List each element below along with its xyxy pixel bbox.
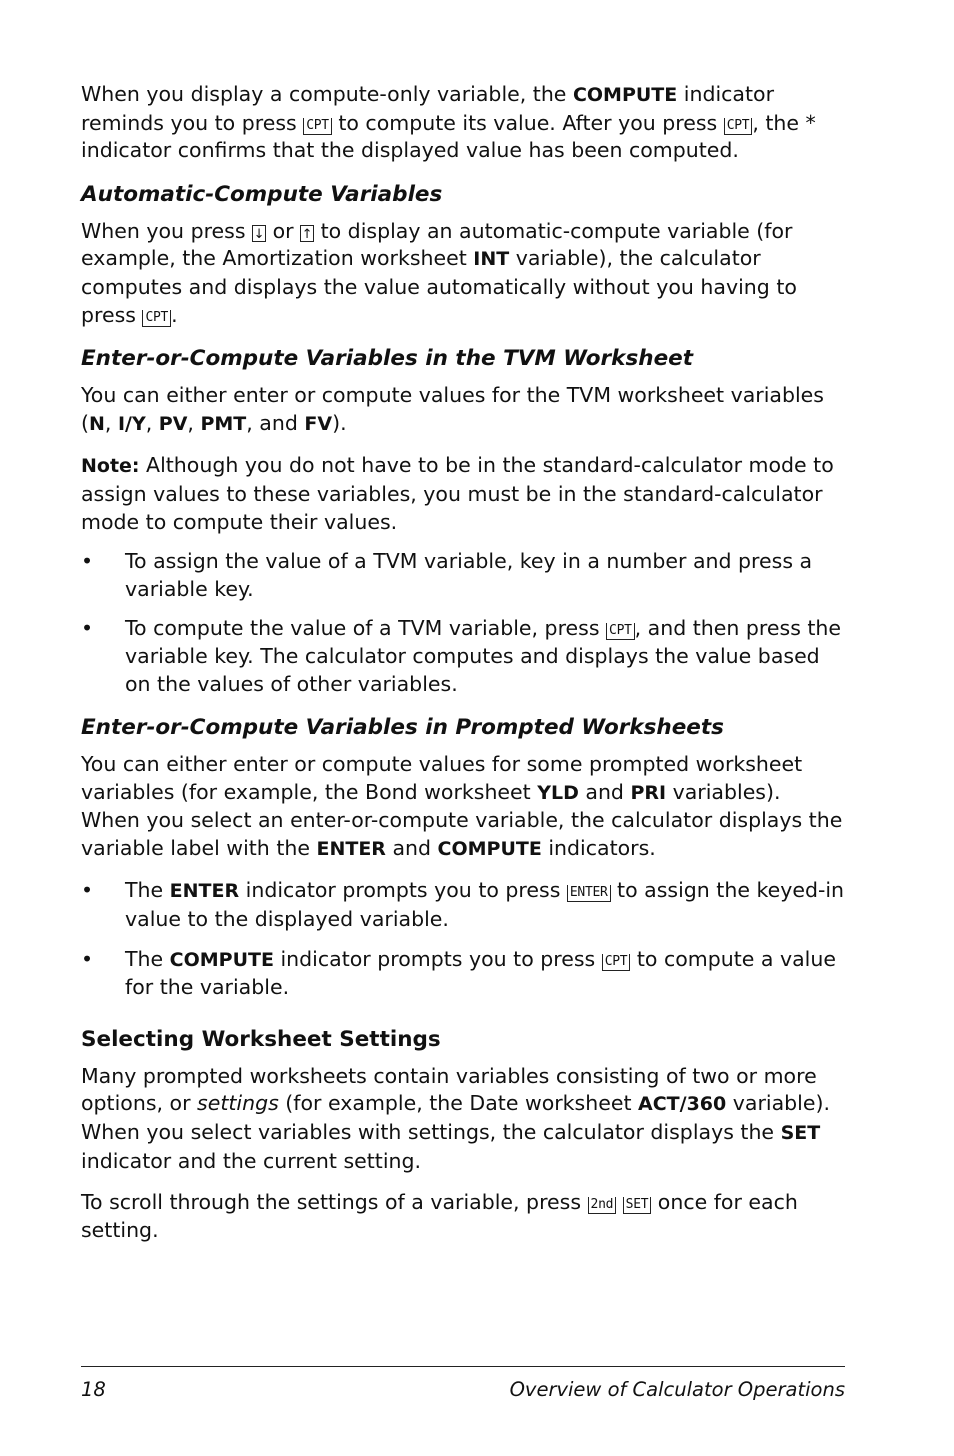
text: variable), the calculator computes and displays the value automatically without you having to press [81,246,797,327]
text: indicator and the current setting. [81,1148,422,1173]
text: The [125,946,170,971]
enter-key: ENTER [567,885,611,902]
list-item [81,877,845,933]
cpt-key: CPT [602,954,631,971]
text: ). [332,410,347,435]
intro-paragraph [81,81,845,165]
scroll-settings-paragraph [81,1189,845,1244]
heading-automatic-compute: Automatic-Compute Variables [81,181,443,207]
text: Many prompted worksheets contain variables consisting of two or more options, or [81,1063,817,1116]
text: , and then press the variable key. The calculator computes and displays the value based on the values of other variables. [125,616,842,696]
text: to compute a value for the variable. [125,946,836,1000]
text: . [171,302,178,327]
text: When you press [81,218,253,243]
yld-variable: YLD [537,781,579,804]
heading-tvm-worksheet: Enter-or-Compute Variables in the TVM Worksheet [81,346,694,372]
heading-prompted-worksheets: Enter-or-Compute Variables in Prompted Worksheets [81,715,724,741]
bullet-icon: • [81,946,94,971]
text: , [104,410,118,435]
cpt-key: CPT [142,310,171,327]
page-body [81,81,845,1244]
pri-variable: PRI [630,781,667,804]
text: and [385,835,438,860]
n-variable: N [89,412,105,435]
note-paragraph [81,452,845,536]
page-number: 18 [81,1378,106,1401]
pmt-variable: PMT [200,412,247,435]
enter-indicator: ENTER [169,880,240,903]
compute-indicator: COMPUTE [437,837,542,860]
text: , [145,410,159,435]
text: indicator confirms that the displayed value has been computed. [81,138,739,163]
prompted-paragraph [81,751,845,863]
iy-variable: I/Y [117,412,146,435]
text: The [125,878,170,903]
text: variables). When you select an enter-or-compute variable, the calculator displays the variable label with the [81,779,843,860]
chapter-title: Overview of Calculator Operations [509,1378,845,1401]
text: indicator reminds you to press [81,82,775,135]
cpt-key: CPT [303,118,332,135]
settings-term: settings [197,1091,279,1116]
set-indicator: SET [780,1122,821,1145]
bullet-icon: • [81,549,94,574]
set-key: SET [623,1197,652,1214]
list-item [81,946,845,1002]
text: (for example, the Date worksheet [278,1091,639,1116]
text: , [187,410,201,435]
tvm-paragraph [81,382,845,438]
text: You can either enter or compute values for the TVM worksheet variables ( [81,383,824,435]
fv-variable: FV [304,412,333,435]
compute-indicator: COMPUTE [169,948,274,971]
bullet-icon: • [81,616,94,641]
text: Although you do not have to be in the standard-calculator mode to assign values to these variables, you must be in the standard-calculator mode to compute their values. [81,453,834,534]
act360-variable: ACT/360 [638,1093,727,1116]
text: once for each setting. [81,1190,798,1242]
text: , and [246,410,305,435]
cpt-key: CPT [606,623,635,640]
int-variable: INT [473,248,510,271]
text: To compute the value of a TVM variable, press [125,616,607,641]
text: indicator prompts you to press [273,946,602,971]
text: , the [752,110,806,135]
text: indicators. [541,835,656,860]
footer-divider [81,1366,845,1367]
list-item [81,615,845,698]
second-key: 2nd [588,1197,617,1214]
bullet-icon: • [81,878,94,903]
list-item [81,548,845,603]
up-arrow-key-icon: ↑ [301,226,313,242]
text: or [266,218,301,243]
text: To scroll through the settings of a variable, press [81,1190,588,1215]
text: When you display a compute-only variable, the [81,82,573,106]
asterisk-indicator: * [805,110,816,135]
settings-paragraph [81,1063,845,1175]
text: You can either enter or compute values for some prompted worksheet variables (for example, the Bond worksheet [81,752,803,804]
text: indicator prompts you to press [239,878,567,903]
text: to compute its value. After you press [331,110,724,135]
text: to assign the keyed-in value to the displayed variable. [125,878,845,932]
compute-indicator: COMPUTE [572,84,678,106]
automatic-compute-paragraph [81,218,845,329]
pv-variable: PV [158,412,188,435]
down-arrow-key-icon: ↓ [253,226,265,242]
heading-worksheet-settings: Selecting Worksheet Settings [81,1026,441,1052]
note-label: Note: [81,455,140,478]
text: variable). When you select variables with settings, the calculator displays the [81,1091,830,1145]
text: and [578,779,631,804]
cpt-key: CPT [724,118,753,135]
enter-indicator: ENTER [316,837,386,860]
text: to display an automatic-compute variable (for example, the Amortization worksheet [81,218,793,271]
text: To assign the value of a TVM variable, key in a number and press a variable key. [125,549,813,601]
